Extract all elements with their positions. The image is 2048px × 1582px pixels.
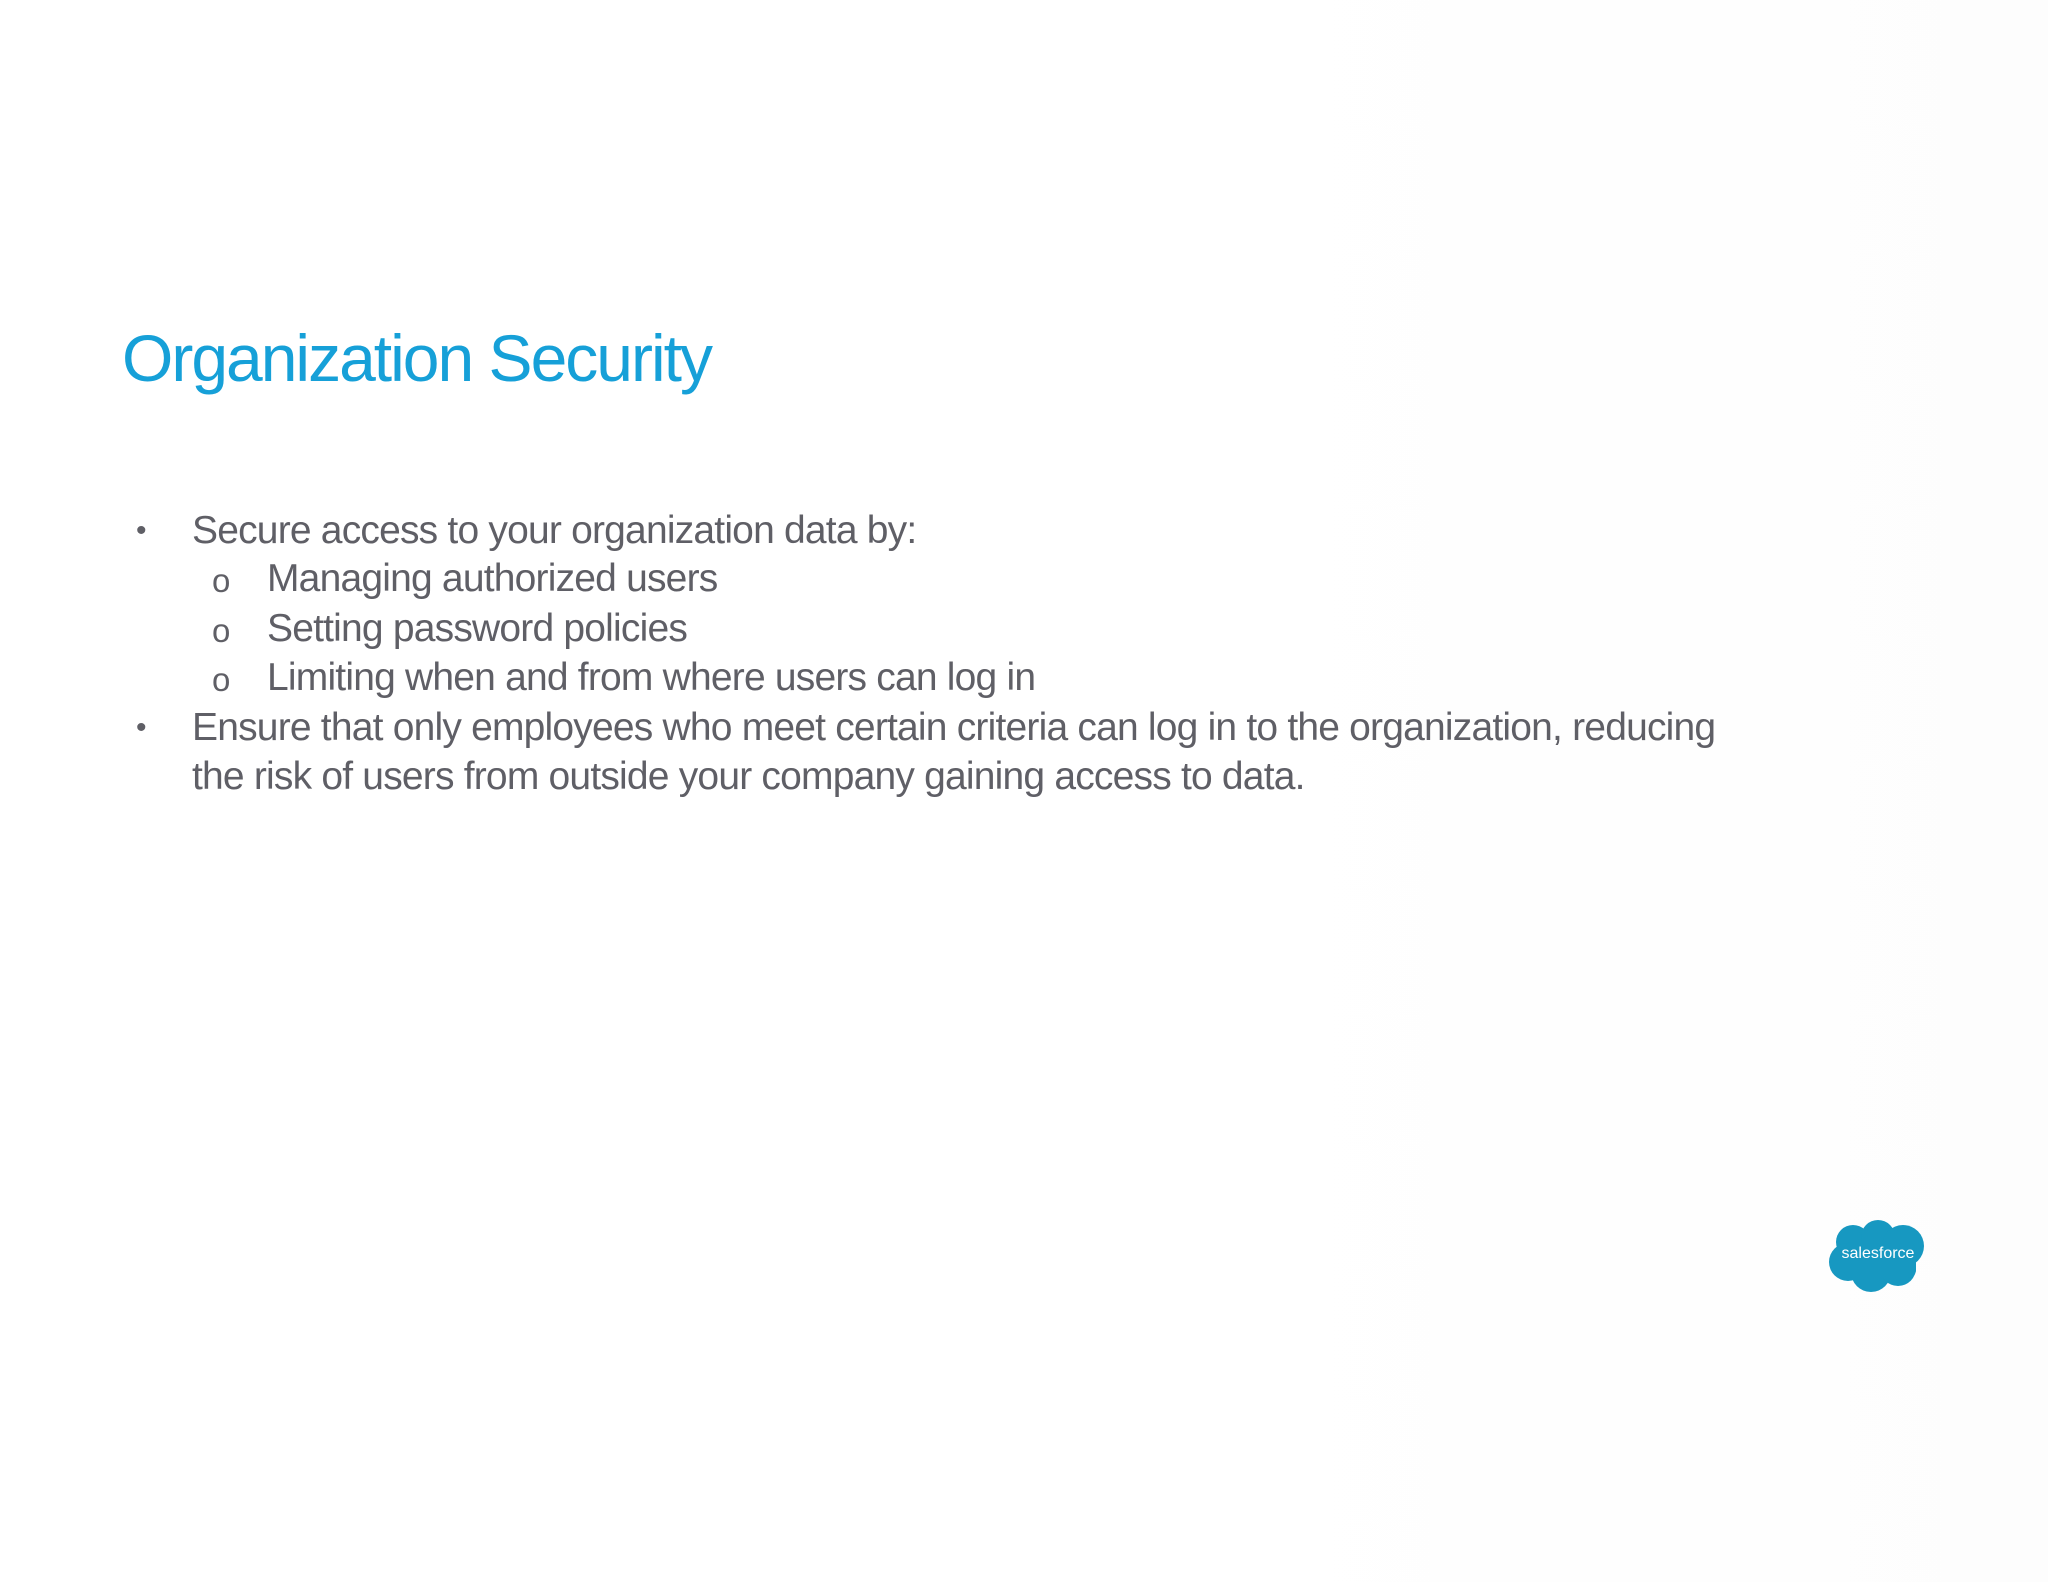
sub-bullet-marker: o: [212, 562, 231, 599]
bullet-text-secure-access: Secure access to your organization data by:: [192, 509, 917, 552]
sub-item-managing-users: Managing authorized users: [267, 557, 718, 600]
sub-bullet-marker: o: [212, 612, 231, 649]
salesforce-logo-text: salesforce: [1841, 1245, 1915, 1262]
bullet-marker: •: [136, 711, 147, 744]
slide-title: Organization Security: [122, 321, 711, 395]
bullet-text-ensure-line1: Ensure that only employees who meet certain criteria can log in to the organization, reducing: [192, 706, 1716, 749]
sub-item-password-policies: Setting password policies: [267, 607, 688, 650]
bullet-text-ensure-line2: the risk of users from outside your company gaining access to data.: [192, 755, 1305, 798]
bullet-marker: •: [136, 514, 147, 547]
sub-bullet-marker: o: [212, 661, 231, 698]
salesforce-logo-icon: [1826, 1220, 1930, 1294]
sub-item-limiting-login: Limiting when and from where users can log in: [267, 656, 1036, 699]
